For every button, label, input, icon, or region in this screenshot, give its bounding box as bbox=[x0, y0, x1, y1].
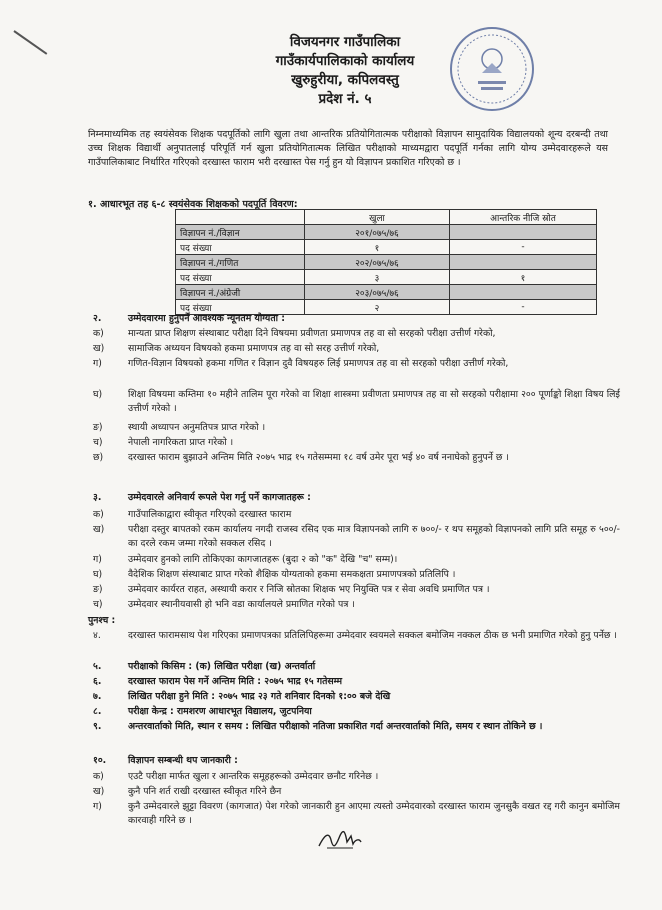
table-cell bbox=[450, 285, 597, 300]
table-header-cell: आन्तरिक नीजि स्रोत bbox=[450, 210, 597, 225]
signature-icon bbox=[315, 828, 365, 852]
table-cell: २ bbox=[305, 300, 450, 315]
table-row bbox=[176, 270, 597, 285]
section1-title: १. आधारभूत तह ६-८ स्वयंसेवक शिक्षकको पदपूर्ति विवरण: bbox=[88, 199, 298, 210]
table-cell: १ bbox=[305, 240, 450, 255]
table-cell: पद संख्या bbox=[176, 270, 305, 285]
table-cell: पद संख्या bbox=[176, 240, 305, 255]
table-header-row bbox=[176, 210, 597, 225]
table-row bbox=[176, 285, 597, 300]
table-cell: - bbox=[450, 300, 597, 315]
table-cell: २०२/०७५/७६ bbox=[305, 255, 450, 270]
table-row bbox=[176, 240, 597, 255]
table-cell: पद संख्या bbox=[176, 300, 305, 315]
table-cell: ३ bbox=[305, 270, 450, 285]
province-name: प्रदेश नं. ५ bbox=[318, 91, 372, 107]
table-cell: विज्ञापन नं./विज्ञान bbox=[176, 225, 305, 240]
table-row bbox=[176, 255, 597, 270]
table-cell bbox=[450, 225, 597, 240]
table-cell: विज्ञापन नं./गणित bbox=[176, 255, 305, 270]
letterhead bbox=[230, 33, 460, 109]
document-page: विजयनगर गाउँपालिका गाउँकार्यपालिकाको कार्यालय खुरुहुरीया, कपिलवस्तु प्रदेश नं. ५ निम्नमाध्यमिक तह स्वयंसेवक शिक्षक पदपूर्तिको लागि खुला तथा आन्तरिक प्रतियोगितात्मक परीक्षाको विज्ञापन सामुदायिक विद्यालयको शून्य दरबन्दी तथा उच्च शिक्षक विद्यार्थी अनुपातलाई परिपूर्ति गर्न खुला प्रतियोगितात्मक लिखित परीक्षाको माध्यमद्वारा पदपूर्ति गर्नका लागि योग्य उम्मेदवारहरूले यस गाउँपालिकाबाट निर्धारित गरिएको दरखास्त फाराम भरी दरखास्त पेस गर्नु हुन यो विज्ञापन प्रकाशित गरिएको छ । १. आधारभूत तह ६-८ स्वयंसेवक शिक्षकको पदपूर्ति विवरण: खुला आन्तरिक नीजि स्रोत विज्ञापन नं./विज्ञान २०१/०७५/७६ पद संख्या १ - विज्ञापन नं./गणित २०२/०७५/७६ पद संख्या ३ १ विज्ञापन नं./अंग्रेजी २०३/०७५/७६ पद संख्या २ - २. उम्मेदवारमा हुनुपर्ने आवश्यक न्यूनतम योग्यता : क) मान्यता प्राप्त शिक्षण संस्थाबाट परीक्षा दिने विषयमा प्रवीणता प्रमाणपत्र तह वा सो सरहको परीक्षा उत्तीर्ण गरेको, ख) सामाजिक अध्ययन विषयको हकमा प्रमाणपत्र तह वा सो सरह उत्तीर्ण गरेको, ग) गणित-विज्ञान विषयको हकमा गणित र विज्ञान दुवै विषयहरु लिई प्रमाणपत्र तह वा सो सरहको परीक्षा उत्तीर्ण गरेको, घ) शिक्षा विषयमा कम्तिमा १० महीने तालिम पूरा गरेको वा शिक्षा शास्त्रमा प्रवीणता प्रमाणपत्र तह वा सो सरहको परीक्षामा २०० पूर्णाङ्को शिक्षा विषय लिई उत्तीर्ण गरेको । ङ) स्थायी अध्यापन अनुमतिपत्र प्राप्त गरेको । च) नेपाली नागरिकता प्राप्त गरेको । छ) दरखास्त फाराम बुझाउने अन्तिम मिति २०७५ भाद्र १५ गतेसम्ममा १८ वर्ष उमेर पूरा भई ४० वर्ष ननाघेको हुनुपर्ने छ । ३. उम्मेदवारले अनिवार्य रूपले पेश गर्नु पर्ने कागजातहरू : क) गाउँपालिकाद्वारा स्वीकृत गरिएको दरखास्त फाराम ख) परीक्षा दस्तुर बापतको रकम कार्यालय नगदी राजस्व रसिद एक मात्र विज्ञापनको लागि रु ७००/- र थप समूहको विज्ञापनको लागि प्रति समूह रु ५००/- का दरले रकम जम्मा गरेको सक्कल रसिद । ग) उम्मेदवार हुनको लागि तोकिएका कागजातहरू (बुदा २ को "क" देखि "च" सम्म)। घ) वैदेशिक शिक्षण संस्थाबाट प्राप्त गरेको शैक्षिक योग्यताको हकमा समकक्षता प्रमाणपत्रको प्रतिलिपि । ङ) उम्मेदवार कार्यरत राहत, अस्थायी करार र निजि स्रोतका शिक्षक भए नियुक्ति पत्र र सेवा अवधि प्रमाणित पत्र । च) उम्मेदवार स्थानीयवासी हो भनि वडा कार्यालयले प्रमाणित गरेको पत्र । पुनश्च : ४. दरखास्त फारामसाथ पेश गरिएका प्रमाणपत्रका प्रतिलिपिहरूमा उम्मेदवार स्वयमले सक्कल बमोजिम नक्कल ठीक छ भनी प्रमाणित गरेको हुनु पर्नेछ । ५. परीक्षाको किसिम : (क) लिखित परीक्षा (ख) अन्तर्वार्ता ६. दरखास्त फाराम पेस गर्ने अन्तिम मिति : २०७५ भाद्र १५ गतेसम्म ७. लिखित परीक्षा हुने मिति : २०७५ भाद्र २३ गते शनिवार दिनको १:०० बजे देखि ८. परीक्षा केन्द्र : रामशरण आधारभूत विद्यालय, जुटपनिया ९. अन्तरवार्ताको मिति, स्थान र समय : लिखित परीक्षाको नतिजा प्रकाशित गर्दा अन्तरवार्ताको मिति, समय र स्थान तोकिने छ । १०. विज्ञापन सम्बन्धी थप जानकारी : क) एउटै परीक्षा मार्फत खुला र आन्तरिक समूहहरूको उम्मेदवार छनौट गरिनेछ । ख) कुनै पनि शर्त राखी दरखास्त स्वीकृत गरिने छैन ग) कुनै उम्मेदवारले झुट्टा विवरण (कागजात) पेश गरेको जानकारी हुन आएमा त्यस्तो उम्मेदवारको दरखास्त फाराम जुनसुकै वखत रद्द गरी कानुन बमोजिम कारवाही गरिने छ । bbox=[0, 0, 662, 910]
table-cell: - bbox=[450, 240, 597, 255]
scan-mark bbox=[13, 30, 47, 55]
municipality-name: विजयनगर गाउँपालिका bbox=[289, 34, 401, 50]
office-seal-icon bbox=[448, 25, 536, 113]
table-header-cell bbox=[176, 210, 305, 225]
office-name: गाउँकार्यपालिकाको कार्यालय bbox=[275, 53, 415, 69]
table-cell: २०१/०७५/७६ bbox=[305, 225, 450, 240]
table-cell bbox=[450, 255, 597, 270]
table-cell: विज्ञापन नं./अंग्रेजी bbox=[176, 285, 305, 300]
table-header-cell: खुला bbox=[305, 210, 450, 225]
table-cell: २०३/०७५/७६ bbox=[305, 285, 450, 300]
office-location: खुरुहुरीया, कपिलवस्तु bbox=[291, 72, 399, 88]
intro-paragraph: निम्नमाध्यमिक तह स्वयंसेवक शिक्षक पदपूर्तिको लागि खुला तथा आन्तरिक प्रतियोगितात्मक परीक्षाको विज्ञापन सामुदायिक विद्यालयको शून्य दरबन्दी तथा उच्च शिक्षक विद्यार्थी अनुपातलाई परिपूर्ति गर्न खुला प्रतियोगितात्मक लिखित परीक्षाको माध्यमद्वारा पदपूर्ति गर्नका लागि योग्य उम्मेदवारहरूले यस गाउँपालिकाबाट निर्धारित गरिएको दरखास्त फाराम भरी दरखास्त पेस गर्नु हुन यो विज्ञापन प्रकाशित गरिएको छ । bbox=[88, 129, 608, 169]
table-cell: १ bbox=[450, 270, 597, 285]
table-row bbox=[176, 225, 597, 240]
vacancy-table bbox=[175, 209, 597, 315]
